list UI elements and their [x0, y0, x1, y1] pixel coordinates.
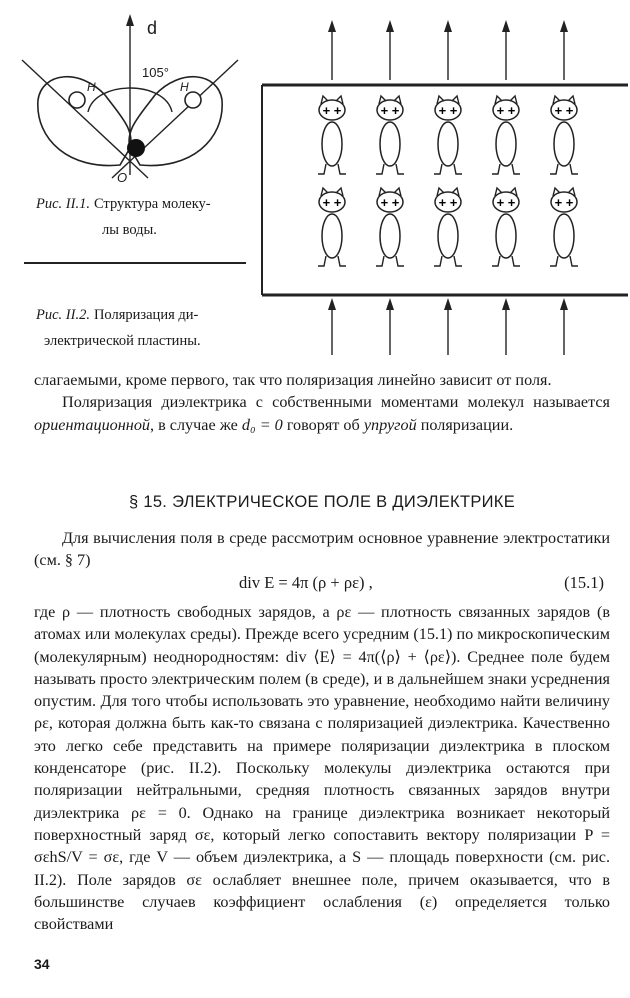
molecule — [550, 188, 578, 266]
field-arrowhead-top — [328, 20, 336, 32]
molecule-charge-label: + + — [438, 195, 458, 210]
molecule-body — [496, 214, 516, 258]
molecule-charge-label: + + — [322, 195, 342, 210]
molecule-body — [496, 122, 516, 166]
field-arrowhead-bottom — [386, 298, 394, 310]
paragraph-continuation — [34, 369, 610, 436]
field-arrowhead-bottom — [560, 298, 568, 310]
molecule — [434, 96, 462, 174]
figure-2-caption-line1: Поляризация ди- — [93, 307, 199, 323]
paragraph-main — [34, 601, 610, 935]
p2-emphasis-orientation: ориентационной — [34, 415, 151, 434]
molecule — [318, 96, 346, 174]
field-arrowhead-top — [502, 20, 510, 32]
paragraph-3: Для вычисления поля в среде рассмотрим основное уравнение электростатики (см. § 7) — [34, 529, 610, 570]
caption-divider — [24, 262, 246, 264]
molecule-body — [554, 214, 574, 258]
figure-1-caption-line2: лы воды. — [102, 222, 157, 238]
molecule-charge-label: + + — [496, 195, 516, 210]
molecule-charge-label: + + — [496, 103, 516, 118]
molecule-body — [322, 122, 342, 166]
molecule — [376, 96, 404, 174]
p2-part-c: говорят об — [282, 415, 364, 434]
molecule-body — [438, 122, 458, 166]
figure-2-caption — [36, 302, 246, 354]
molecule — [550, 96, 578, 174]
figure-1-caption-prefix: Рис. II.1. — [36, 196, 90, 212]
section-title: § 15. ЭЛЕКТРИЧЕСКОЕ ПОЛЕ В ДИЭЛЕКТРИКЕ — [128, 493, 516, 511]
p2-part-b: , в случае же — [150, 415, 242, 434]
field-arrowhead-top — [444, 20, 452, 32]
equation-number: (15.1) — [564, 573, 604, 592]
p2-part-d: поляризации. — [416, 415, 514, 434]
molecule-charge-label: + + — [380, 103, 400, 118]
figure-2-caption-prefix: Рис. II.2. — [36, 307, 90, 323]
equation-15-1 — [34, 573, 610, 597]
paragraph-4: где ρ — плотность свободных зарядов, а ρε — плотность связанных зарядов (в атомах или молекулах среды). Прежде всего усредним (15.1) по микроскопическим (молекулярным) неоднородностям: div ⟨E⟩ = 4π(⟨ρ⟩ + ⟨ρε⟩). Среднее поле будем называть просто электрическим полем (в среде), и в дальнейшем знаки усреднения опустим. Для того чтобы использовать это уравнение, необходимо найти величину ρε, которая должна быть как-то связана с поляризацией диэлектрика. Качественно это легко себе представить на примере поляризации диэлектрика в плоском конденсаторе (рис. II.2). Поскольку молекулы диэлектрика остаются при поляризации нейтральными, средняя плотность связанных зарядов внутри диэлектрика ρε = 0. Однако на границе диэлектрика возникает некоторый поверхностный заряд σε, который легко сопоставить вектору поляризации P = σεhS/V = σε, где V — объем диэлектрика, а S — площадь поверхности (см. рис. II.2). Поле зарядов σε ослабляет внешнее поле, причем оказывается, что в большинстве случаев коэффициент ослабления (ε) определяется только свойствами — [34, 603, 610, 934]
molecule-charge-label: + + — [380, 195, 400, 210]
water-molecule-figure — [0, 0, 260, 200]
molecule-body — [438, 214, 458, 258]
o-label: O — [117, 170, 128, 185]
figure-1-caption-line1: Структура молеку- — [93, 196, 211, 212]
molecule-body — [322, 214, 342, 258]
h-label-right: H — [180, 80, 189, 94]
paragraph-intro — [34, 527, 610, 572]
p2-emphasis-elastic: упругой — [363, 415, 417, 434]
molecule-charge-label: + + — [554, 103, 574, 118]
p2-part-a: Поляризация диэлектрика с собственными моментами молекул называется — [62, 393, 610, 412]
molecule-body — [380, 122, 400, 166]
paragraph-1: слагаемыми, кроме первого, так что поляризация линейно зависит от поля. — [34, 371, 552, 389]
angle-label: 105° — [142, 65, 169, 80]
equation-body: div E = 4π (ρ + ρε) , — [239, 573, 373, 592]
field-arrowhead-top — [560, 20, 568, 32]
field-arrowhead-bottom — [328, 298, 336, 310]
molecule — [376, 188, 404, 266]
molecule — [318, 188, 346, 266]
molecule-charge-label: + + — [554, 195, 574, 210]
field-arrowhead-top — [386, 20, 394, 32]
p2-math: d₀ = 0 — [241, 415, 283, 434]
molecule — [492, 188, 520, 266]
paragraph-2 — [34, 391, 610, 436]
field-arrows — [328, 20, 568, 355]
molecule-charge-label: + + — [438, 103, 458, 118]
molecule-body — [554, 122, 574, 166]
field-arrowhead-bottom — [444, 298, 452, 310]
molecule — [434, 188, 462, 266]
field-arrowhead-bottom — [502, 298, 510, 310]
molecule-body — [380, 214, 400, 258]
molecule — [492, 96, 520, 174]
h-label-left: H — [87, 80, 96, 94]
molecules-grid — [318, 96, 578, 266]
figure-2-caption-line2: электрической пластины. — [44, 333, 201, 349]
axis-label-d: d — [147, 18, 158, 38]
molecule-charge-label: + + — [322, 103, 342, 118]
page-number: 34 — [34, 956, 50, 972]
dielectric-plate-figure — [258, 0, 628, 360]
figure-1-caption — [36, 191, 246, 243]
figures-area — [0, 0, 630, 360]
